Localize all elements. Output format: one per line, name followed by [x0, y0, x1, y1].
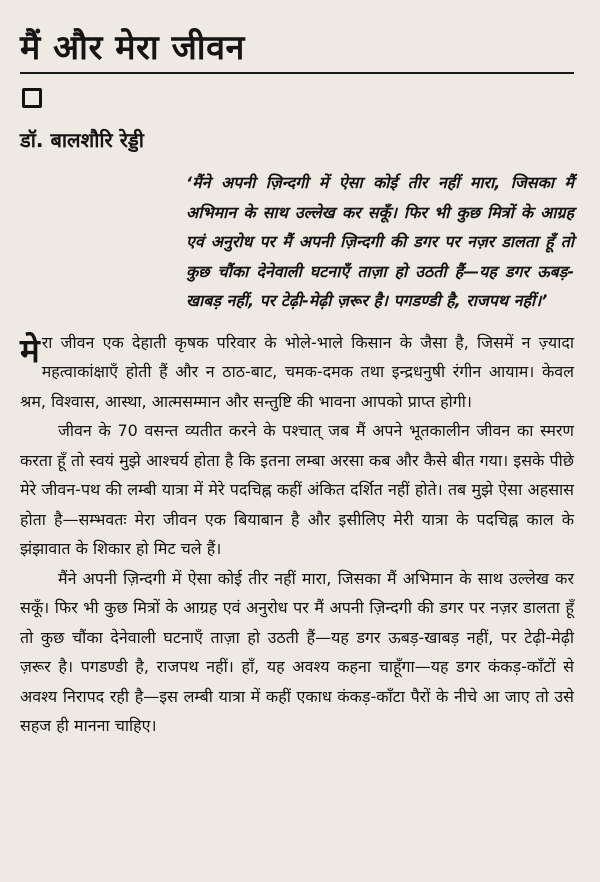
square-box-icon	[22, 88, 42, 108]
paragraph-1-text: रा जीवन एक देहाती कृषक परिवार के भोले-भाले किसान के जैसा है, जिसमें न ज़्यादा महत्वाकांक्षाएँ होती हैं और न ठाठ-बाट, चमक-दमक तथा इन्द्रधनुषी रंगीन आयाम। केवल श्रम, विश्वास, आस्था, आत्मसम्मान और सन्तुष्टि की भावना आपको प्राप्त होगी।	[20, 332, 574, 411]
page-title: मैं और मेरा जीवन	[20, 28, 245, 68]
paragraph-1	[20, 328, 574, 417]
drop-cap: मे	[20, 330, 40, 370]
epigraph-quote: ‘मैंने अपनी ज़िन्दगी में ऐसा कोई तीर नहीं मारा, जिसका मैं अभिमान के साथ उल्लेख कर सकूँ। फिर भी कुछ मित्रों के आग्रह एवं अनुरोध पर मैं अपनी ज़िन्दगी की डगर पर नज़र डालता हूँ तो कुछ चौंका देनेवाली घटनाएँ ताज़ा हो उठती हैं—यह डगर ऊबड़-खाबड़ नहीं, पर टेढ़ी-मेढ़ी ज़रूर है। पगडण्डी है, राजपथ नहीं।’	[186, 173, 574, 310]
author-name: डॉ. बालशौरि रेड्डी	[20, 128, 144, 152]
paragraph-3: मैंने अपनी ज़िन्दगी में ऐसा कोई तीर नहीं मारा, जिसका मैं अभिमान के साथ उल्लेख कर सकूँ। फिर भी कुछ मित्रों के आग्रह एवं अनुरोध पर मैं अपनी ज़िन्दगी की डगर पर नज़र डालता हूँ तो कुछ चौंका देनेवाली घटनाएँ ताज़ा हो उठती हैं—यह डगर ऊबड़-खाबड़ नहीं, पर टेढ़ी-मेढ़ी ज़रूर है। पगडण्डी है, राजपथ नहीं। हाँ, यह अवश्य कहना चाहूँगा—यह डगर कंकड़-काँटों से अवश्य निरापद रही है—इस लम्बी यात्रा में कहीं एकाध कंकड़-काँटा पैरों के नीचे आ जाए तो उसे सहज ही मानना चाहिए।	[20, 568, 574, 735]
title-underline	[20, 72, 574, 74]
paragraph-2: जीवन के 70 वसन्त व्यतीत करने के पश्चात् जब मैं अपने भूतकालीन जीवन का स्मरण करता हूँ तो स्वयं मुझे आश्चर्य होता है कि इतना लम्बा अरसा कब और कैसे बीत गया। इसके पीछे मेरे जीवन-पथ की लम्बी यात्रा में मेरे पदचिह्न कहीं अंकित दर्शित नहीं होते। तब मुझे ऐसा अहसास होता है—सम्भवतः मेरा जीवन एक बियाबान है और इसीलिए मेरी यात्रा के पदचिह्न काल के झंझावात के शिकार हो मिट चले हैं।	[20, 421, 574, 558]
body-text	[20, 328, 574, 741]
